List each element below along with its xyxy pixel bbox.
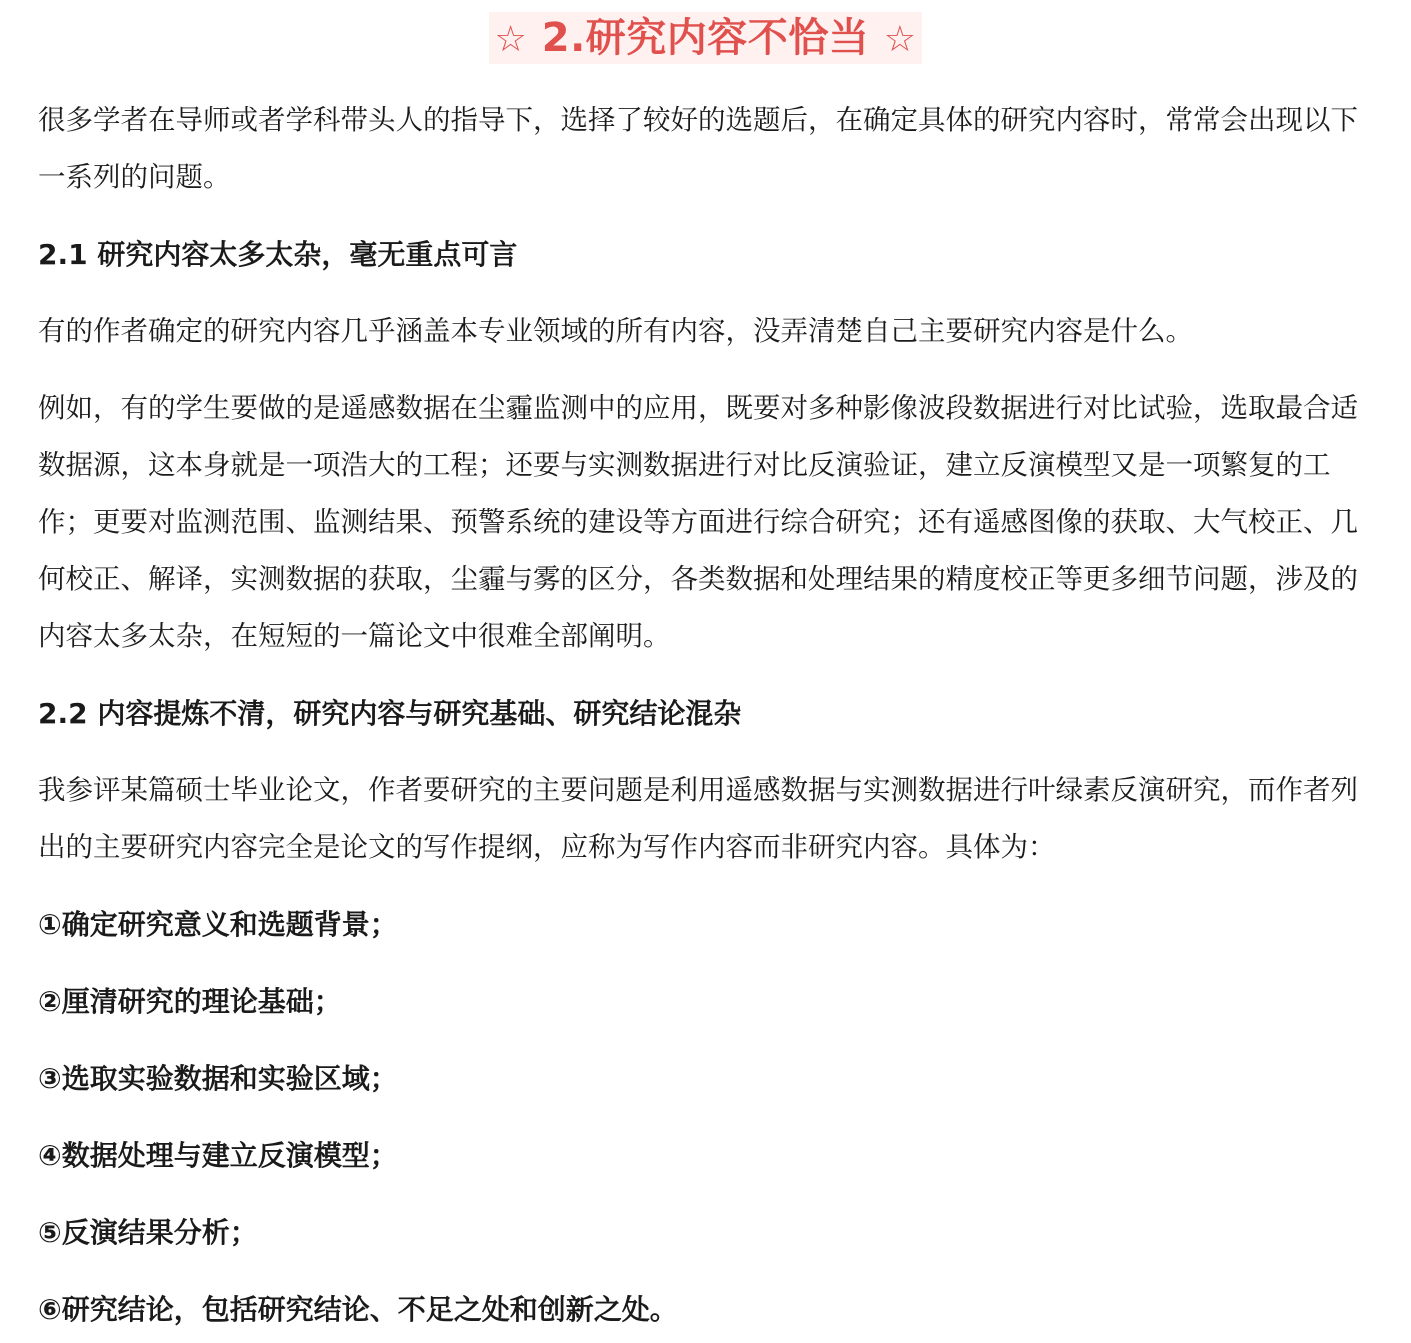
list-item: ⑥研究结论，包括研究结论、不足之处和创新之处。 <box>38 1293 678 1326</box>
section-title <box>489 12 923 64</box>
title-bar <box>38 0 1373 61</box>
paragraph-2-2-a: 我参评某篇硕士毕业论文，作者要研究的主要问题是利用遥感数据与实测数据进行叶绿素反演研究，而作者列出的主要研究内容完全是论文的写作提纲，应称为写作内容而非研究内容。具体为： <box>38 774 1358 863</box>
subsection-heading-2-2: 2.2 内容提炼不清，研究内容与研究基础、研究结论混杂 <box>38 697 742 730</box>
list-item: ⑤反演结果分析； <box>38 1216 258 1249</box>
subsection-heading-2-1: 2.1 研究内容太多太杂，毫无重点可言 <box>38 238 518 271</box>
star-right-icon: ☆ <box>883 19 917 60</box>
section-title-text: 2.研究内容不恰当 <box>541 15 870 61</box>
list-item: ①确定研究意义和选题背景； <box>38 908 398 941</box>
list-item: ③选取实验数据和实验区域； <box>38 1062 398 1095</box>
intro-paragraph: 很多学者在导师或者学科带头人的指导下，选择了较好的选题后，在确定具体的研究内容时，常常会出现以下一系列的问题。 <box>38 104 1358 193</box>
star-left-icon: ☆ <box>494 19 528 60</box>
paragraph-2-1-b: 例如，有的学生要做的是遥感数据在尘霾监测中的应用，既要对多种影像波段数据进行对比试验，选取最合适数据源，这本身就是一项浩大的工程；还要与实测数据进行对比反演验证，建立反演模型又是一项繁复的工作；更要对监测范围、监测结果、预警系统的建设等方面进行综合研究；还有遥感图像的获取、大气校正、几何校正、解译，实测数据的获取，尘霾与雾的区分，各类数据和处理结果的精度校正等更多细节问题，涉及的内容太多太杂，在短短的一篇论文中很难全部阐明。 <box>38 392 1358 652</box>
list-item: ②厘清研究的理论基础； <box>38 985 342 1018</box>
paragraph-2-1-a: 有的作者确定的研究内容几乎涵盖本专业领域的所有内容，没弄清楚自己主要研究内容是什么。 <box>38 315 1193 347</box>
list-item: ④数据处理与建立反演模型； <box>38 1139 398 1172</box>
